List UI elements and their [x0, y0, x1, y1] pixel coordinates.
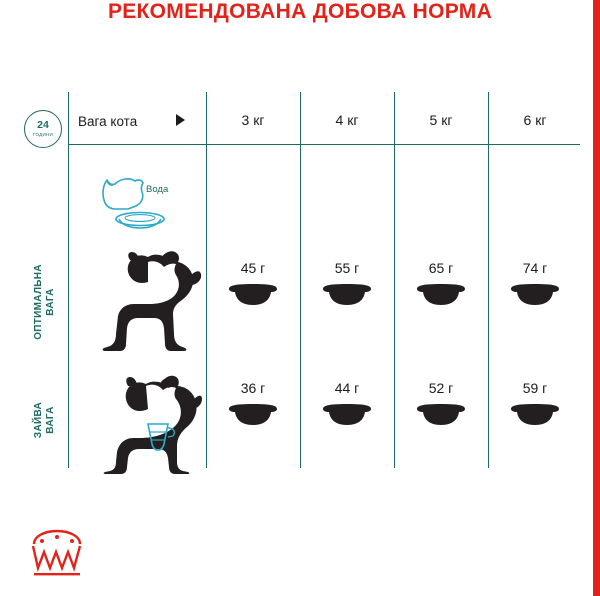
- row-label-overweight: [33, 365, 57, 475]
- age-badge-number: 24: [37, 119, 49, 132]
- row-label-line2: ВАГА: [45, 288, 56, 316]
- table-divider-vertical: [488, 92, 489, 468]
- cell-value: 44 г: [334, 380, 360, 396]
- column-header-weight: 4 кг: [335, 112, 359, 128]
- food-bowl-icon: [509, 282, 561, 308]
- cat-silhouette-optimal: [94, 248, 202, 354]
- royal-canin-logo: [28, 528, 94, 580]
- column-header-weight: 5 кг: [429, 112, 453, 128]
- feeding-guide-table: [20, 78, 580, 498]
- row-header-weight-label: Вага кота: [78, 114, 138, 129]
- food-bowl-icon: [415, 402, 467, 428]
- cell-value: 55 г: [334, 260, 360, 276]
- food-bowl-icon: [509, 402, 561, 428]
- row-label-line1: ОПТИМАЛЬНА: [33, 264, 44, 340]
- table-divider-vertical: [68, 92, 69, 468]
- cell-value: 65 г: [428, 260, 454, 276]
- table-divider-horizontal: [68, 144, 580, 145]
- decorative-red-bar: [593, 0, 600, 596]
- table-divider-vertical: [206, 92, 207, 468]
- column-header-weight: 6 кг: [523, 112, 547, 128]
- cell-value: 36 г: [240, 380, 266, 396]
- cat-drinking-water-icon: [94, 170, 194, 230]
- table-divider-vertical: [300, 92, 301, 468]
- row-label-line1: ЗАЙВА: [33, 401, 44, 439]
- age-badge: [24, 110, 62, 148]
- food-bowl-icon: [321, 402, 373, 428]
- column-header-weight: 3 кг: [241, 112, 265, 128]
- water-label: Вода: [146, 184, 169, 195]
- table-divider-vertical: [394, 92, 395, 468]
- food-bowl-icon: [415, 282, 467, 308]
- cell-value: 74 г: [522, 260, 548, 276]
- row-label-line2: ВАГА: [45, 406, 56, 434]
- page-title: РЕКОМЕНДОВАНА ДОБОВА НОРМА: [107, 0, 493, 23]
- cell-value: 52 г: [428, 380, 454, 396]
- cell-value: 45 г: [240, 260, 266, 276]
- play-arrow-icon: [176, 114, 185, 126]
- cell-value: 59 г: [522, 380, 548, 396]
- row-label-optimal-weight: [33, 247, 57, 357]
- cat-silhouette-overweight: [94, 370, 202, 476]
- age-badge-unit: ГОДИНИ: [33, 131, 53, 137]
- food-bowl-icon: [227, 282, 279, 308]
- food-bowl-icon: [227, 402, 279, 428]
- food-bowl-icon: [321, 282, 373, 308]
- water-icon-group: [94, 170, 194, 230]
